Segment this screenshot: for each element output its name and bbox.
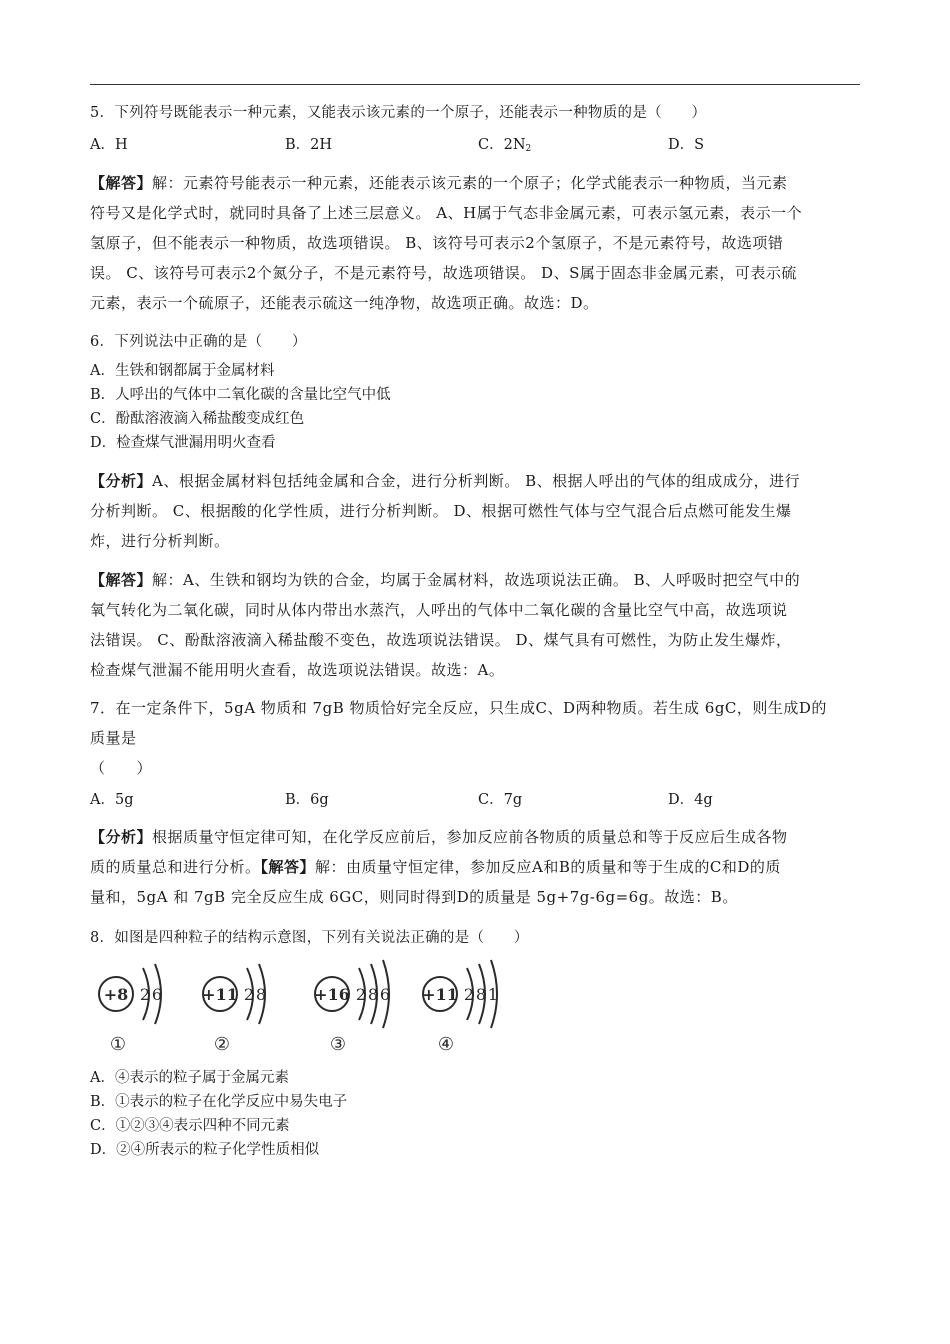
- question-8-stem: 8．如图是四种粒子的结构示意图，下列有关说法正确的是（ ）: [90, 930, 529, 946]
- particle-diagram-1: [99, 964, 162, 1055]
- question-5-stem: 5．下列符号既能表示一种元素，又能表示该元素的一个原子，还能表示一种物质的是（ ）: [90, 105, 707, 121]
- particle-diagram-2: [202, 964, 266, 1055]
- atomic-structure-diagrams: [88, 948, 518, 1060]
- question-7-stem: 7．在一定条件下，5gA 物质和 7gB 物质恰好完全反应，只生成C、D两种物质。若生成 6gC，则生成D的 质量是 （ ）: [90, 699, 827, 777]
- nucleus-charge: +16: [314, 985, 350, 1004]
- nucleus-charge: +11: [422, 985, 458, 1004]
- electron-count: 2: [355, 985, 367, 1004]
- q8-option-d: D．②④所表示的粒子化学性质相似: [90, 1142, 320, 1158]
- q5-option-a: A．H: [90, 137, 128, 153]
- electron-count: 6: [379, 985, 391, 1004]
- q8-option-a: A．④表示的粒子属于金属元素: [90, 1070, 289, 1086]
- analysis-tag: 【分析】: [90, 828, 153, 846]
- particle-diagram-3: [314, 960, 390, 1055]
- electron-count: 8: [255, 985, 267, 1004]
- analysis-tag: 【分析】: [90, 472, 153, 490]
- question-6-stem: 6．下列说法中正确的是（ ）: [90, 334, 307, 350]
- particle-label: ①: [109, 1034, 127, 1055]
- q6-answer: 【解答】解：A、生铁和钢均为铁的合金，均属于金属材料，故选项说法正确。 B、人呼吸时把空气中的 氧气转化为二氧化碳，同时从体内带出水蒸汽，人呼出的气体中二氧化碳的含量比空气中高，故选项说 法错误。 C、酚酞溶液滴入稀盐酸不变色，故选项说法错误。 D、煤气具有可燃性，为防止发生爆炸， 检查煤气泄漏不能用明火查看，故选项说法错误。故选：A。: [90, 571, 801, 679]
- electron-count: 1: [487, 985, 499, 1004]
- electron-count: 6: [151, 985, 163, 1004]
- nucleus-charge: +8: [103, 985, 129, 1004]
- electron-count: 8: [367, 985, 379, 1004]
- q6-option-b: B．人呼出的气体中二氧化碳的含量比空气中低: [90, 387, 391, 403]
- q6-option-a: A．生铁和钢都属于金属材料: [90, 363, 275, 379]
- q7-option-d: D．4g: [668, 792, 713, 808]
- q6-option-d: D．检查煤气泄漏用明火查看: [90, 435, 276, 451]
- header-rule: [90, 84, 860, 85]
- particle-diagram-4: [422, 960, 498, 1055]
- nucleus-charge: +11: [202, 985, 238, 1004]
- answer-tag: 【解答】: [90, 174, 153, 192]
- particle-label: ②: [213, 1034, 231, 1055]
- electron-count: 2: [139, 985, 151, 1004]
- q8-option-b: B．①表示的粒子在化学反应中易失电子: [90, 1094, 348, 1110]
- answer-tag: 【解答】: [260, 858, 316, 876]
- q6-analysis: 【分析】A、根据金属材料包括纯金属和合金，进行分析判断。 B、根据人呼出的气体的组成成分，进行 分析判断。 C、根据酸的化学性质，进行分析判断。 D、根据可燃性气体与空气混合后点燃可能发生爆 炸，进行分析判断。: [90, 472, 801, 550]
- particle-label: ③: [329, 1034, 347, 1055]
- q7-option-c: C．7g: [478, 792, 523, 808]
- q5-option-d: D．S: [668, 137, 705, 153]
- particle-label: ④: [437, 1034, 455, 1055]
- q5-answer: 【解答】解：元素符号能表示一种元素，还能表示该元素的一个原子；化学式能表示一种物质，当元素 符号又是化学式时，就同时具备了上述三层意义。 A、H属于气态非金属元素，可表示氢元素，表示一个 氢原子，但不能表示一种物质，故选项错误。 B、该符号可表示2个氢原子，不是元素符号，故选项错 误。 C、该符号可表示2个氮分子，不是元素符号，故选项错误。 D、S属于固态非金属元素，可表示硫 元素，表示一个硫原子，还能表示硫这一纯净物，故选项正确。故选：D。: [90, 174, 803, 312]
- q7-option-a: A．5g: [90, 792, 134, 808]
- answer-tag: 【解答】: [90, 571, 153, 589]
- electron-count: 8: [475, 985, 487, 1004]
- electron-count: 2: [463, 985, 475, 1004]
- q7-option-b: B．6g: [285, 792, 329, 808]
- q7-analysis-answer: 【分析】根据质量守恒定律可知，在化学反应前后，参加反应前各物质的质量总和等于反应后生成各物 质的质量总和进行分析。【解答】解：由质量守恒定律，参加反应A和B的质量和等于生成的C和D的质 量和，5gA 和 7gB 完全反应生成 6GC，则同时得到D的质量是 5g+7g-6g=6g。故选：B。: [90, 828, 788, 906]
- electron-count: 2: [243, 985, 255, 1004]
- q8-option-c: C．①②③④表示四种不同元素: [90, 1118, 290, 1134]
- q5-option-b: B．2H: [285, 137, 333, 153]
- q5-option-c: C．$2N_2$: [478, 137, 532, 154]
- q6-option-c: C．酚酞溶液滴入稀盐酸变成红色: [90, 411, 305, 427]
